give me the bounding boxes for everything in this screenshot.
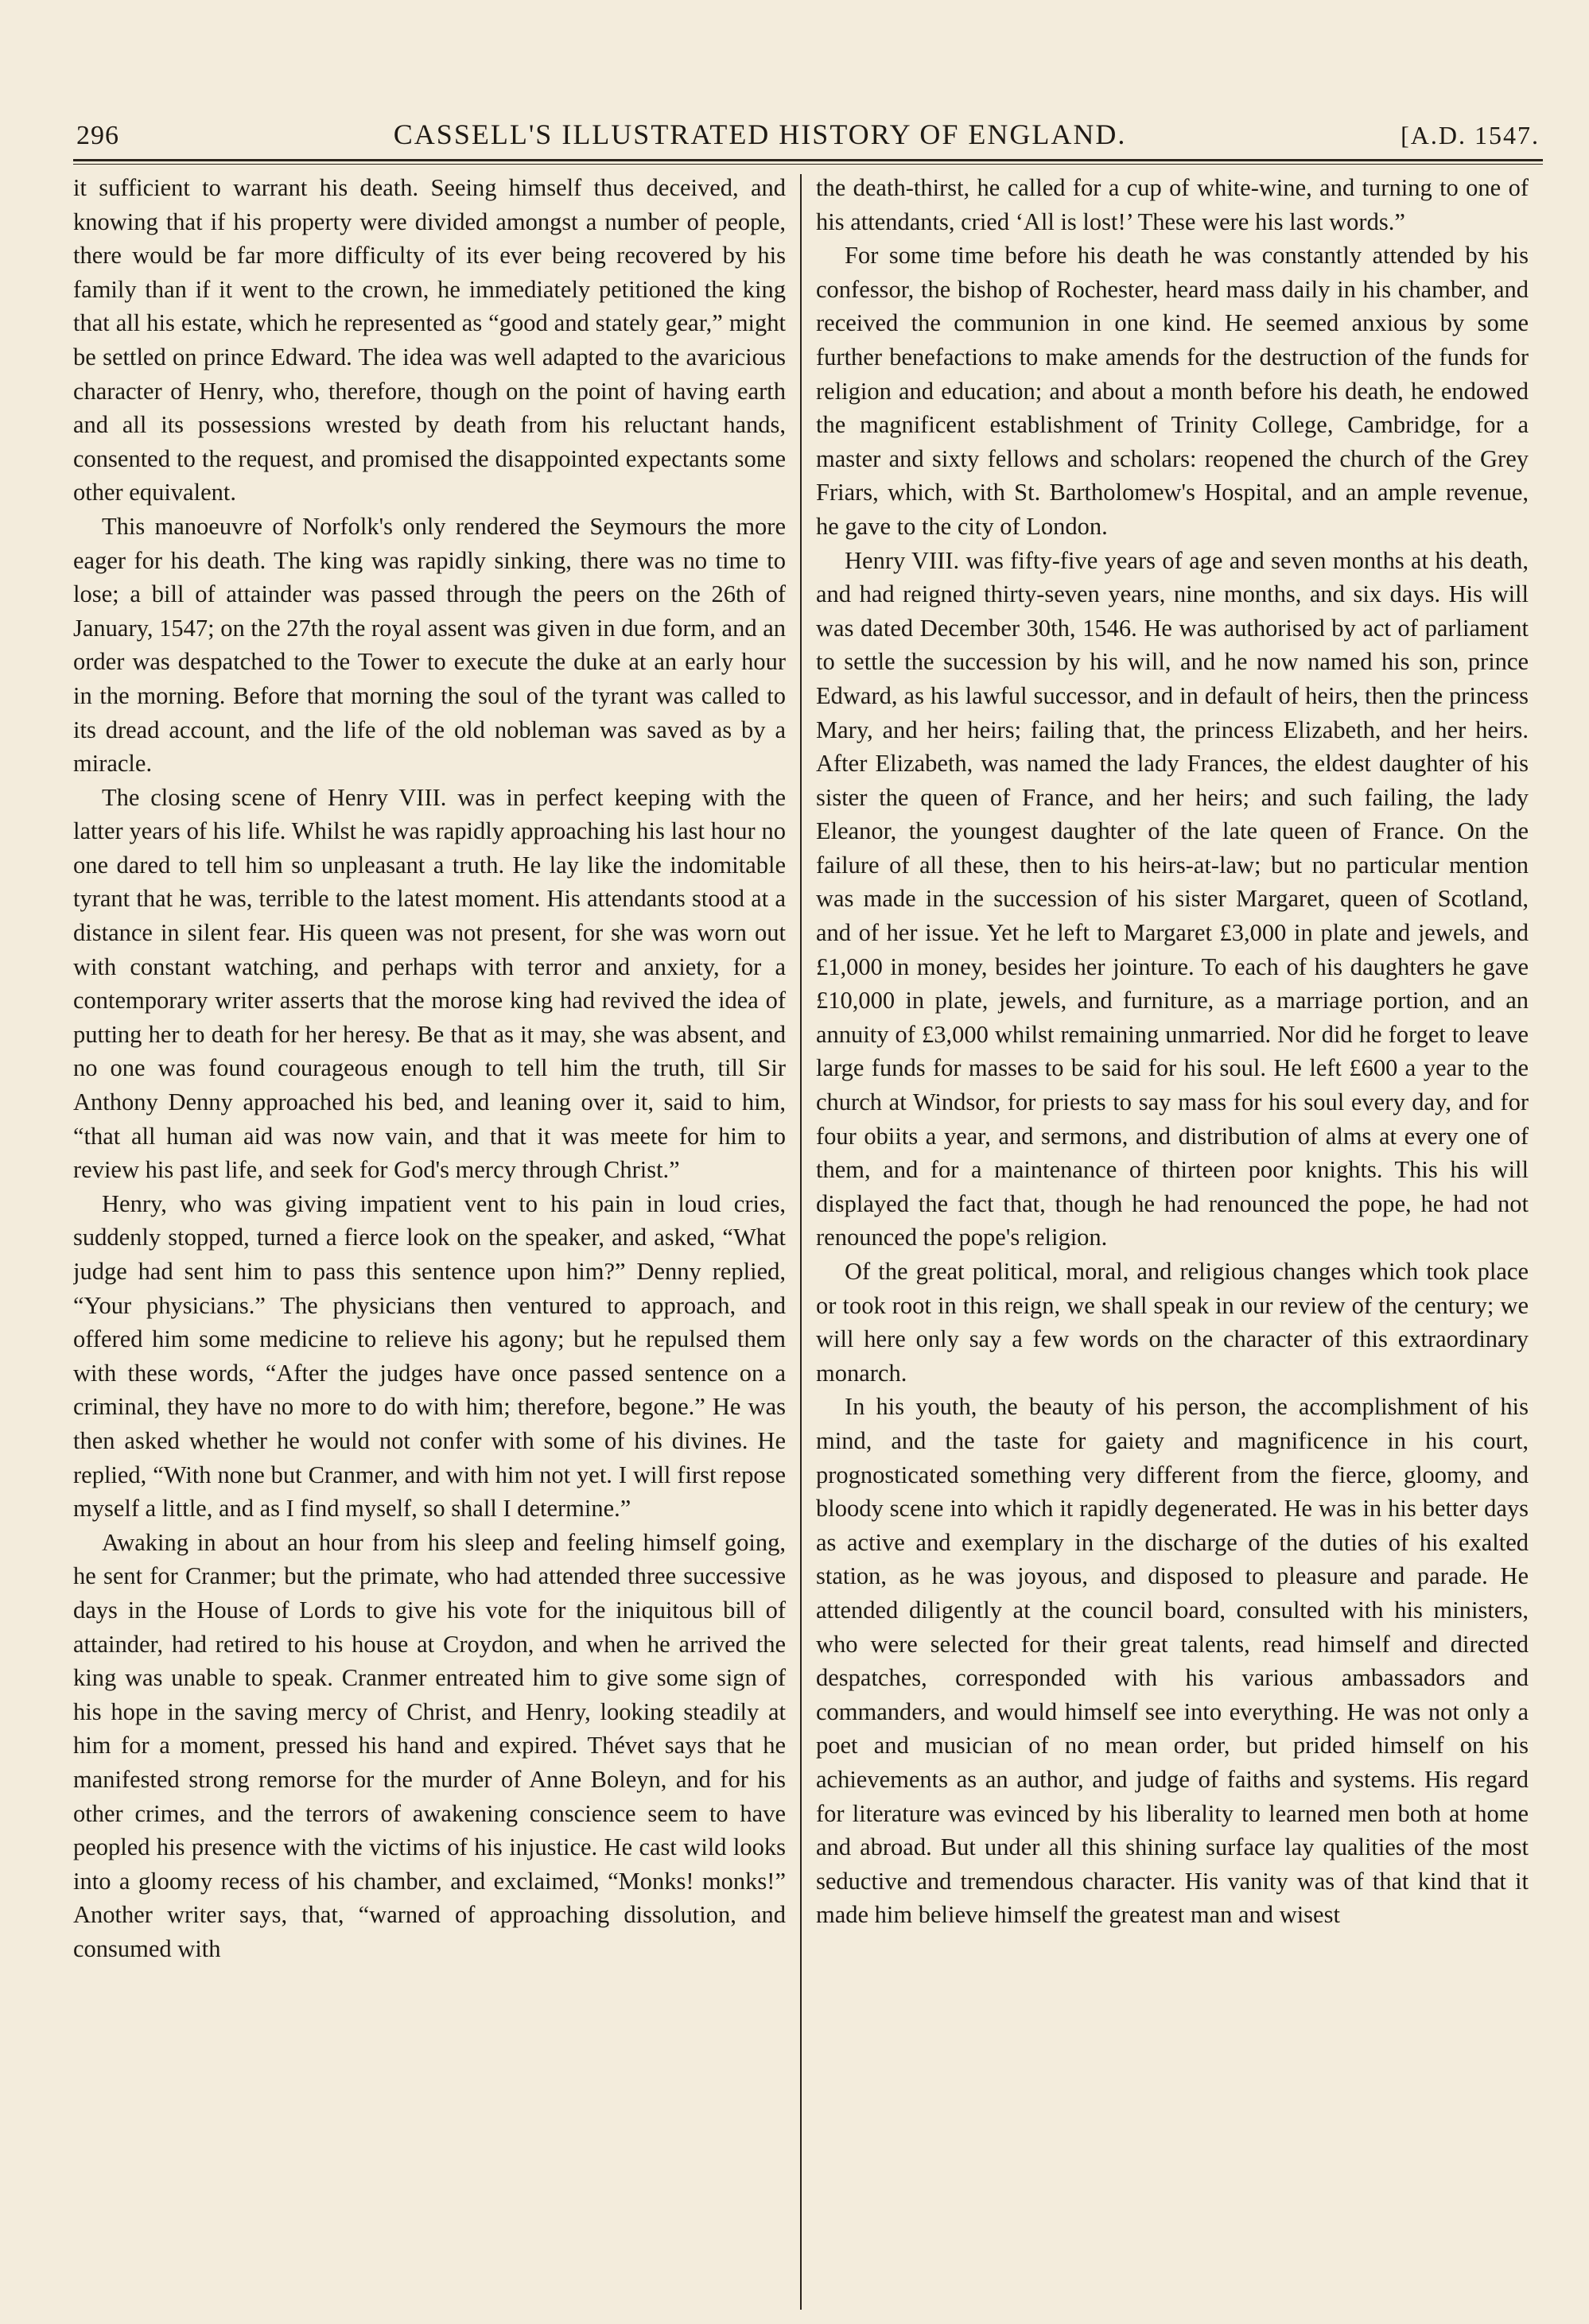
paragraph: Of the great political, moral, and religious changes which took place or took root in this reign, we shall speak in our review of the century; we will here only say a few words on the character of this extraordinary monarch. bbox=[816, 1258, 1529, 1387]
paragraph: Henry, who was giving impatient vent to his pain in loud cries, suddenly stopped, turned a fierce look on the speaker, and asked, “What judge had sent him to pass this sentence upon him?” Denny replied, “Your physicians.” The physicians then ventured to approach, and offered him some medicine to relieve his agony; but he repulsed them with these words, “After the judges have once passed sentence on a criminal, they have no more to do with him; therefore, begone.” He was then asked whether he would not confer with some of his divines. He replied, “With none but Cranmer, and with him not yet. I will first repose myself a little, and as I find myself, so shall I determine.” bbox=[73, 1189, 786, 1523]
running-date: [A.D. 1547. bbox=[1401, 121, 1540, 149]
running-header bbox=[73, 118, 1543, 161]
paragraph: the death-thirst, he called for a cup of white-wine, and turning to one of his attendants, cried ‘All is lost!’ These were his last words.” bbox=[816, 174, 1529, 235]
left-column bbox=[73, 171, 800, 2310]
page-number: 296 bbox=[76, 121, 119, 150]
running-title: CASSELL'S ILLUSTRATED HISTORY OF ENGLAND. bbox=[393, 118, 1127, 150]
header-rule bbox=[73, 164, 1543, 165]
paragraph: This manoeuvre of Norfolk's only rendered the Seymours the more eager for his death. The king was rapidly sinking, there was no time to lose; a bill of attainder was passed through the peers on the 26th of January, 1547; on the 27th the royal assent was given in due form, and an order was despatched to the Tower to execute the duke at an early hour in the morning. Before that morning the soul of the tyrant was called to its dread account, and the life of the old nobleman was saved as by a miracle. bbox=[73, 512, 786, 778]
paragraph: it sufficient to warrant his death. Seeing himself thus deceived, and knowing that if his property were divided amongst a number of people, there would be far more difficulty of its ever being recovered by his family than if it went to the crown, he immediately petitioned the king that all his estate, which he represented as “good and stately gear,” might be settled on prince Edward. The idea was well adapted to the avaricious character of Henry, who, therefore, though on the point of having earth and all its possessions wrested by death from his reluctant hands, consented to the request, and promised the disappointed expectants some other equivalent. bbox=[73, 174, 786, 506]
paragraph: For some time before his death he was constantly attended by his confessor, the bishop of Rochester, heard mass daily in his chamber, and received the communion in one kind. He seemed anxious by some further benefactions to make amends for the destruction of the funds for religion and education; and about a month before his death, he endowed the magnificent establishment of Trinity College, Cambridge, for a master and sixty fellows and scholars: reopened the church of the Grey Friars, which, with St. Bartholomew's Hospital, and an ample revenue, he gave to the city of London. bbox=[816, 242, 1529, 540]
paragraph: Henry VIII. was fifty-five years of age and seven months at his death, and had reigned thirty-seven years, nine months, and six days. His will was dated December 30th, 1546. He was authorised by act of parliament to settle the succession by his will, and he now named his son, prince Edward, as his lawful successor, and in default of heirs, then the princess Mary, and her heirs; failing that, the princess Elizabeth, and her heirs. After Elizabeth, was named the lady Frances, the eldest daughter of his sister the queen of France, and her heirs; and such failing, the lady Eleanor, the youngest daughter of the late queen of France. On the failure of all these, then to his heirs-at-law; but no particular mention was made in the succession of his sister Margaret, queen of Scotland, and of her issue. Yet he left to Margaret £3,000 in plate and jewels, and £1,000 in money, besides her jointure. To each of his daughters he gave £10,000 in plate, jewels, and furniture, as a marriage portion, and an annuity of £3,000 whilst remaining unmarried. Nor did he forget to leave large funds for masses to be said for his soul. He left £600 a year to the church at Windsor, for priests to say mass for his soul every day, and for four obiits a year, and sermons, and distribution of alms at every one of them, and for a maintenance of thirteen poor knights. This his will displayed the fact that, though he had renounced the pope, he had not renounced the pope's religion. bbox=[816, 546, 1529, 1251]
paragraph: In his youth, the beauty of his person, the accomplishment of his mind, and the taste for gaiety and magnificence in his court, prognosticated something very different from the fierce, gloomy, and bloody scene into which it rapidly degenerated. He was in his better days as active and exemplary in the discharge of the duties of his exalted station, as he was joyous, and disposed to pleasure and parade. He attended diligently at the council board, consulted with his ministers, who were selected for their great talents, read himself and directed despatches, corresponded with his various ambassadors and commanders, and would himself see into everything. He was not only a poet and musician of no mean order, but prided himself on his achievements as an author, and judge of faiths and systems. His regard for literature was evinced by his liberality to learned men both at home and abroad. But under all this shining surface lay qualities of the most seductive and tremendous character. His vanity was of that kind that it made him believe himself the greatest man and wisest bbox=[816, 1393, 1529, 1929]
right-column bbox=[802, 171, 1529, 2310]
paragraph: The closing scene of Henry VIII. was in perfect keeping with the latter years of his life. Whilst he was rapidly approaching his last hour no one dared to tell him so unpleasant a truth. He lay like the indomitable tyrant that he was, terrible to the latest moment. His attendants stood at a distance in silent fear. His queen was not present, for she was worn out with constant watching, and perhaps with terror and anxiety, for a contemporary writer asserts that the morose king had revived the idea of putting her to death for her heresy. Be that as it may, she was absent, and no one was found courageous enough to tell him the truth, till Sir Anthony Denny approached his bed, and leaning over it, said to him, “that all human aid was now vain, and that it was meete for him to review his past life, and seek for God's mercy through Christ.” bbox=[73, 783, 786, 1184]
paragraph: Awaking in about an hour from his sleep and feeling himself going, he sent for Cranmer; but the primate, who had attended three successive days in the House of Lords to give his vote for the iniquitous bill of attainder, had retired to his house at Croydon, and when he arrived the king was unable to speak. Cranmer entreated him to give some sign of his hope in the saving mercy of Christ, and Henry, looking steadily at him for a moment, pressed his hand and expired. Thévet says that he manifested strong remorse for the murder of Anne Boleyn, and for his other crimes, and the terrors of awakening conscience seem to have peopled his presence with the victims of his injustice. He cast wild looks into a gloomy recess of his chamber, and exclaimed, “Monks! monks!” Another writer says, that, “warned of approaching dissolution, and consumed with bbox=[73, 1528, 786, 1962]
text-columns bbox=[73, 171, 1543, 2310]
